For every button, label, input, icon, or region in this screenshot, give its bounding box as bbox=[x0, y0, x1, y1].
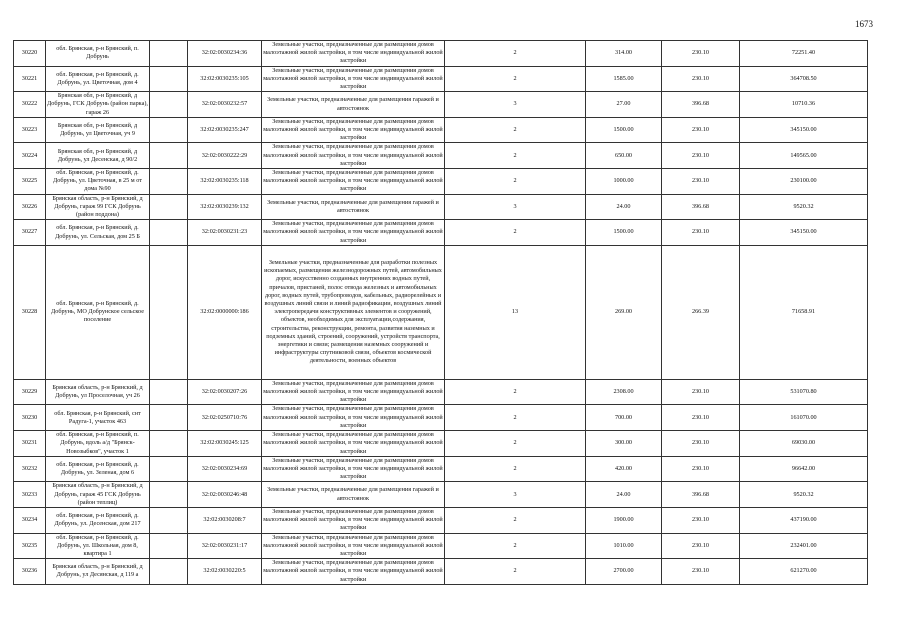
cadastral-number-cell: 32:02:0030208:7 bbox=[188, 507, 262, 533]
cadastral-value-cell: 345150.00 bbox=[740, 220, 868, 246]
rate-cell: 230.10 bbox=[662, 405, 740, 431]
row-number: 30234 bbox=[14, 507, 46, 533]
address-cell: Брянская обл, р-н Брянский, д Добрунь, ул Цветочная, уч 9 bbox=[46, 117, 150, 143]
cadastral-number-cell: 32:02:0030235:118 bbox=[188, 169, 262, 195]
cadastral-number-cell: 32:02:0030222:29 bbox=[188, 143, 262, 169]
area-cell: 300.00 bbox=[586, 431, 662, 457]
blank-cell bbox=[150, 41, 188, 67]
rate-cell: 230.10 bbox=[662, 507, 740, 533]
land-purpose-cell: Земельные участки, предназначенные для размещения гаражей и автостоянок bbox=[262, 194, 445, 220]
land-purpose-cell: Земельные участки, предназначенные для размещения гаражей и автостоянок bbox=[262, 92, 445, 118]
cadastral-value-cell: 9520.32 bbox=[740, 194, 868, 220]
table-row bbox=[14, 117, 868, 143]
blank-cell bbox=[150, 143, 188, 169]
row-number: 30229 bbox=[14, 379, 46, 405]
row-number: 30232 bbox=[14, 456, 46, 482]
rate-cell: 230.10 bbox=[662, 66, 740, 92]
area-cell: 1900.00 bbox=[586, 507, 662, 533]
blank-cell bbox=[150, 533, 188, 559]
cadastral-number-cell: 32:02:0030232:57 bbox=[188, 92, 262, 118]
cadastral-value-cell: 230100.00 bbox=[740, 169, 868, 195]
blank-cell bbox=[150, 507, 188, 533]
rate-cell: 230.10 bbox=[662, 220, 740, 246]
area-cell: 700.00 bbox=[586, 405, 662, 431]
cadastral-number-cell: 32:02:0030220:5 bbox=[188, 559, 262, 585]
row-number: 30223 bbox=[14, 117, 46, 143]
group-cell: 2 bbox=[445, 66, 586, 92]
group-cell: 2 bbox=[445, 379, 586, 405]
land-purpose-cell: Земельные участки, предназначенные для размещения домов малоэтажной жилой застройки, в том числе индивидуальной жилой застройки bbox=[263, 41, 443, 65]
area-cell: 650.00 bbox=[586, 143, 662, 169]
cadastral-number-cell: 32:02:0030231:23 bbox=[188, 220, 262, 246]
blank-cell bbox=[150, 169, 188, 195]
land-purpose-cell: Земельные участки, предназначенные для размещения домов малоэтажной жилой застройки, в том числе индивидуальной жилой застройки bbox=[263, 559, 443, 583]
blank-cell bbox=[150, 456, 188, 482]
cadastral-table bbox=[13, 40, 868, 585]
address-cell: обл. Брянская, р-н Брянский, снт Радуга-1, участок 463 bbox=[46, 405, 150, 431]
cadastral-value-cell: 10710.36 bbox=[740, 92, 868, 118]
table-row bbox=[14, 220, 868, 246]
rate-cell: 396.68 bbox=[662, 194, 740, 220]
row-number: 30230 bbox=[14, 405, 46, 431]
rate-cell: 230.10 bbox=[662, 41, 740, 67]
blank-cell bbox=[150, 117, 188, 143]
address-cell: обл. Брянская, р-н Брянский, д. Добрунь, МО Добрунское сельское поселение bbox=[46, 245, 150, 379]
group-cell: 2 bbox=[445, 431, 586, 457]
land-purpose-cell: Земельные участки, предназначенные для размещения домов малоэтажной жилой застройки, в том числе индивидуальной жилой застройки bbox=[263, 117, 443, 142]
cadastral-value-cell: 364708.50 bbox=[740, 66, 868, 92]
row-number: 30227 bbox=[14, 220, 46, 246]
page-number: 1673 bbox=[855, 19, 873, 29]
group-cell: 2 bbox=[445, 405, 586, 431]
group-cell: 2 bbox=[445, 220, 586, 246]
cadastral-number-cell: 32:02:0250710:76 bbox=[188, 405, 262, 431]
row-number: 30224 bbox=[14, 143, 46, 169]
group-cell: 3 bbox=[445, 194, 586, 220]
table-row bbox=[14, 245, 868, 379]
address-cell: Брянская обл, р-н Брянский, д Добрунь, ул Десенская, д 90/2 bbox=[46, 143, 150, 169]
address-cell: Брянская обл, р-н Брянский, д Добрунь, ГСК Добрунь (район парка), гараж 26 bbox=[47, 92, 148, 116]
cadastral-number-cell: 32:02:0030239:132 bbox=[188, 194, 262, 220]
address-cell: обл. Брянская, р-н Брянский, д. Добрунь, ул. Цветочная, дом 4 bbox=[46, 66, 150, 92]
table-row bbox=[14, 405, 868, 431]
area-cell: 24.00 bbox=[586, 194, 662, 220]
row-number: 30221 bbox=[14, 66, 46, 92]
cadastral-number-cell: 32:02:0030207:26 bbox=[188, 379, 262, 405]
blank-cell bbox=[150, 92, 188, 118]
rate-cell: 396.68 bbox=[662, 482, 740, 508]
rate-cell: 230.10 bbox=[662, 143, 740, 169]
area-cell: 420.00 bbox=[586, 456, 662, 482]
cadastral-value-cell: 232401.00 bbox=[740, 533, 868, 559]
row-number: 30236 bbox=[14, 559, 46, 585]
group-cell: 3 bbox=[445, 482, 586, 508]
row-number: 30235 bbox=[14, 533, 46, 559]
area-cell: 2308.00 bbox=[586, 379, 662, 405]
area-cell: 1010.00 bbox=[586, 533, 662, 559]
land-purpose-cell: Земельные участки, предназначенные для размещения домов малоэтажной жилой застройки, в том числе индивидуальной жилой застройки bbox=[263, 405, 443, 429]
cadastral-value-cell: 149565.00 bbox=[740, 143, 868, 169]
area-cell: 2700.00 bbox=[586, 559, 662, 585]
group-cell: 2 bbox=[445, 507, 586, 533]
rate-cell: 230.10 bbox=[662, 533, 740, 559]
cadastral-number-cell: 32:02:0030231:17 bbox=[188, 533, 262, 559]
cadastral-number-cell: 32:02:0030246:48 bbox=[188, 482, 262, 508]
cadastral-value-cell: 72251.40 bbox=[740, 41, 868, 67]
cadastral-value-cell: 71658.91 bbox=[740, 245, 868, 379]
land-purpose-cell: Земельные участки, предназначенные для размещения домов малоэтажной жилой застройки, в том числе индивидуальной жилой застройки bbox=[263, 66, 443, 91]
address-cell: Брянская область, р-н Брянский, д Добрунь, гараж 99 ГСК Добрунь (район поддона) bbox=[46, 194, 150, 220]
land-purpose-cell: Земельные участки, предназначенные для размещения домов малоэтажной жилой застройки, в том числе индивидуальной жилой застройки bbox=[263, 143, 443, 167]
row-number: 30233 bbox=[14, 482, 46, 508]
rate-cell: 230.10 bbox=[662, 117, 740, 143]
table-row bbox=[14, 456, 868, 482]
address-cell: обл. Брянская, р-н Брянский, д. Добрунь, ул. Школьная, дом 8, квартира 1 bbox=[46, 533, 150, 559]
cadastral-number-cell: 32:02:0000000:186 bbox=[188, 245, 262, 379]
address-cell: обл. Брянская, р-н Брянский, п. Добрунь, вдоль а/д "Брянск-Новозыбков", участок 1 bbox=[46, 431, 150, 457]
cadastral-value-cell: 345150.00 bbox=[740, 117, 868, 143]
cadastral-value-cell: 621270.00 bbox=[740, 559, 868, 585]
address-cell: Брянская область, р-н Брянский, д Добрунь, ул Проселочная, уч 26 bbox=[46, 379, 150, 405]
group-cell: 13 bbox=[445, 245, 586, 379]
row-number: 30228 bbox=[14, 245, 46, 379]
land-purpose-cell: Земельные участки, предназначенные для размещения домов малоэтажной жилой застройки, в том числе индивидуальной жилой застройки bbox=[263, 456, 443, 481]
group-cell: 2 bbox=[445, 143, 586, 169]
address-cell: обл. Брянская, р-н Брянский, д. Добрунь, ул. Цветочная, в 25 м от дома №90 bbox=[46, 169, 150, 195]
land-purpose-cell: Земельные участки, предназначенные для размещения домов малоэтажной жилой застройки, в том числе индивидуальной жилой застройки bbox=[263, 533, 443, 557]
rate-cell: 230.10 bbox=[662, 379, 740, 405]
cadastral-value-cell: 69030.00 bbox=[740, 431, 868, 457]
land-purpose-cell: Земельные участки, предназначенные для разработки полезных ископаемых, размещения железнодорожных путей, автомобильных дорог, искусственно созданных внутренних водных путей, причалов, пристаней, полос отвода железных и автомобильных дорог, водных путей, трубопроводов, кабельных, радиорелейных и воздушных линий связи и линий радиофикации, воздушных линий электропередачи конструктивных элементов и сооружений, объектов, необходимых для эксплуатации,содержания, строительства, реконструкции, ремонта, развития наземных и подземных зданий, строений, сооружений, устройств транспорта, энергетики и связи; размещения наземных сооружений и инфраструктуры спутниковой связи, объектов космической деятельности, военных объектов bbox=[262, 245, 445, 379]
cadastral-value-cell: 9520.32 bbox=[740, 482, 868, 508]
rate-cell: 396.68 bbox=[662, 92, 740, 118]
address-cell: Брянская область, р-н Брянский, д Добрунь, ул Десянская, д 119 а bbox=[46, 559, 150, 585]
cadastral-value-cell: 161070.00 bbox=[740, 405, 868, 431]
table-row bbox=[14, 66, 868, 92]
table-row bbox=[14, 507, 868, 533]
table-row bbox=[14, 533, 868, 559]
blank-cell bbox=[150, 245, 188, 379]
land-purpose-cell: Земельные участки, предназначенные для размещения домов малоэтажной жилой застройки, в том числе индивидуальной жилой застройки bbox=[263, 431, 443, 455]
group-cell: 2 bbox=[445, 456, 586, 482]
blank-cell bbox=[150, 66, 188, 92]
blank-cell bbox=[150, 559, 188, 585]
blank-cell bbox=[150, 405, 188, 431]
rate-cell: 230.10 bbox=[662, 431, 740, 457]
table-row bbox=[14, 482, 868, 508]
table-row bbox=[14, 379, 868, 405]
cadastral-number-cell: 32:02:0030234:69 bbox=[188, 456, 262, 482]
area-cell: 1500.00 bbox=[586, 220, 662, 246]
table-row bbox=[14, 169, 868, 195]
blank-cell bbox=[150, 379, 188, 405]
cadastral-value-cell: 96642.00 bbox=[740, 456, 868, 482]
area-cell: 1500.00 bbox=[586, 117, 662, 143]
row-number: 30222 bbox=[14, 92, 46, 118]
land-purpose-cell: Земельные участки, предназначенные для размещения гаражей и автостоянок bbox=[262, 482, 445, 508]
cadastral-value-cell: 531070.80 bbox=[740, 379, 868, 405]
rate-cell: 230.10 bbox=[662, 559, 740, 585]
land-purpose-cell: Земельные участки, предназначенные для размещения домов малоэтажной жилой застройки, в том числе индивидуальной жилой застройки bbox=[263, 220, 443, 244]
rate-cell: 230.10 bbox=[662, 169, 740, 195]
row-number: 30220 bbox=[14, 41, 46, 67]
cadastral-number-cell: 32:02:0030234:36 bbox=[188, 41, 262, 67]
blank-cell bbox=[150, 220, 188, 246]
land-purpose-cell: Земельные участки, предназначенные для размещения домов малоэтажной жилой застройки, в том числе индивидуальной жилой застройки bbox=[263, 507, 443, 532]
area-cell: 1000.00 bbox=[586, 169, 662, 195]
cadastral-number-cell: 32:02:0030235:105 bbox=[188, 66, 262, 92]
cadastral-value-cell: 437190.00 bbox=[740, 507, 868, 533]
address-cell: обл. Брянская, р-н Брянский, д. Добрунь, ул. Сельская, дом 25 Б bbox=[46, 220, 150, 246]
table-row bbox=[14, 559, 868, 585]
address-cell: обл. Брянская, р-н Брянский, д. Добрунь, ул. Десенская, дом 217 bbox=[46, 507, 150, 533]
land-purpose-cell: Земельные участки, предназначенные для размещения домов малоэтажной жилой застройки, в том числе индивидуальной жилой застройки bbox=[263, 379, 443, 404]
table-row bbox=[14, 431, 868, 457]
blank-cell bbox=[150, 431, 188, 457]
blank-cell bbox=[150, 482, 188, 508]
area-cell: 24.00 bbox=[586, 482, 662, 508]
address-cell: обл. Брянская, р-н Брянский, д. Добрунь, ул. Зеленая, дом 6 bbox=[46, 456, 150, 482]
row-number: 30225 bbox=[14, 169, 46, 195]
address-cell: Брянская область, р-н Брянский, д Добрунь, гараж 45 ГСК Добрунь (район теплиц) bbox=[46, 482, 150, 508]
table-body bbox=[14, 41, 868, 585]
table-row bbox=[14, 41, 868, 67]
row-number: 30226 bbox=[14, 194, 46, 220]
group-cell: 2 bbox=[445, 533, 586, 559]
rate-cell: 266.39 bbox=[662, 245, 740, 379]
group-cell: 2 bbox=[445, 117, 586, 143]
cadastral-number-cell: 32:02:0030235:247 bbox=[188, 117, 262, 143]
area-cell: 27.00 bbox=[586, 92, 662, 118]
group-cell: 2 bbox=[445, 41, 586, 67]
table-row bbox=[14, 194, 868, 220]
cadastral-number-cell: 32:02:0030245:125 bbox=[188, 431, 262, 457]
land-purpose-cell: Земельные участки, предназначенные для размещения домов малоэтажной жилой застройки, в том числе индивидуальной жилой застройки bbox=[263, 169, 443, 193]
group-cell: 2 bbox=[445, 559, 586, 585]
area-cell: 269.00 bbox=[586, 245, 662, 379]
table-row bbox=[14, 143, 868, 169]
table-row bbox=[14, 92, 868, 118]
area-cell: 1585.00 bbox=[586, 66, 662, 92]
group-cell: 3 bbox=[445, 92, 586, 118]
area-cell: 314.00 bbox=[586, 41, 662, 67]
blank-cell bbox=[150, 194, 188, 220]
rate-cell: 230.10 bbox=[662, 456, 740, 482]
row-number: 30231 bbox=[14, 431, 46, 457]
address-cell: обл. Брянская, р-н Брянский, п. Добрунь bbox=[46, 41, 150, 67]
group-cell: 2 bbox=[445, 169, 586, 195]
